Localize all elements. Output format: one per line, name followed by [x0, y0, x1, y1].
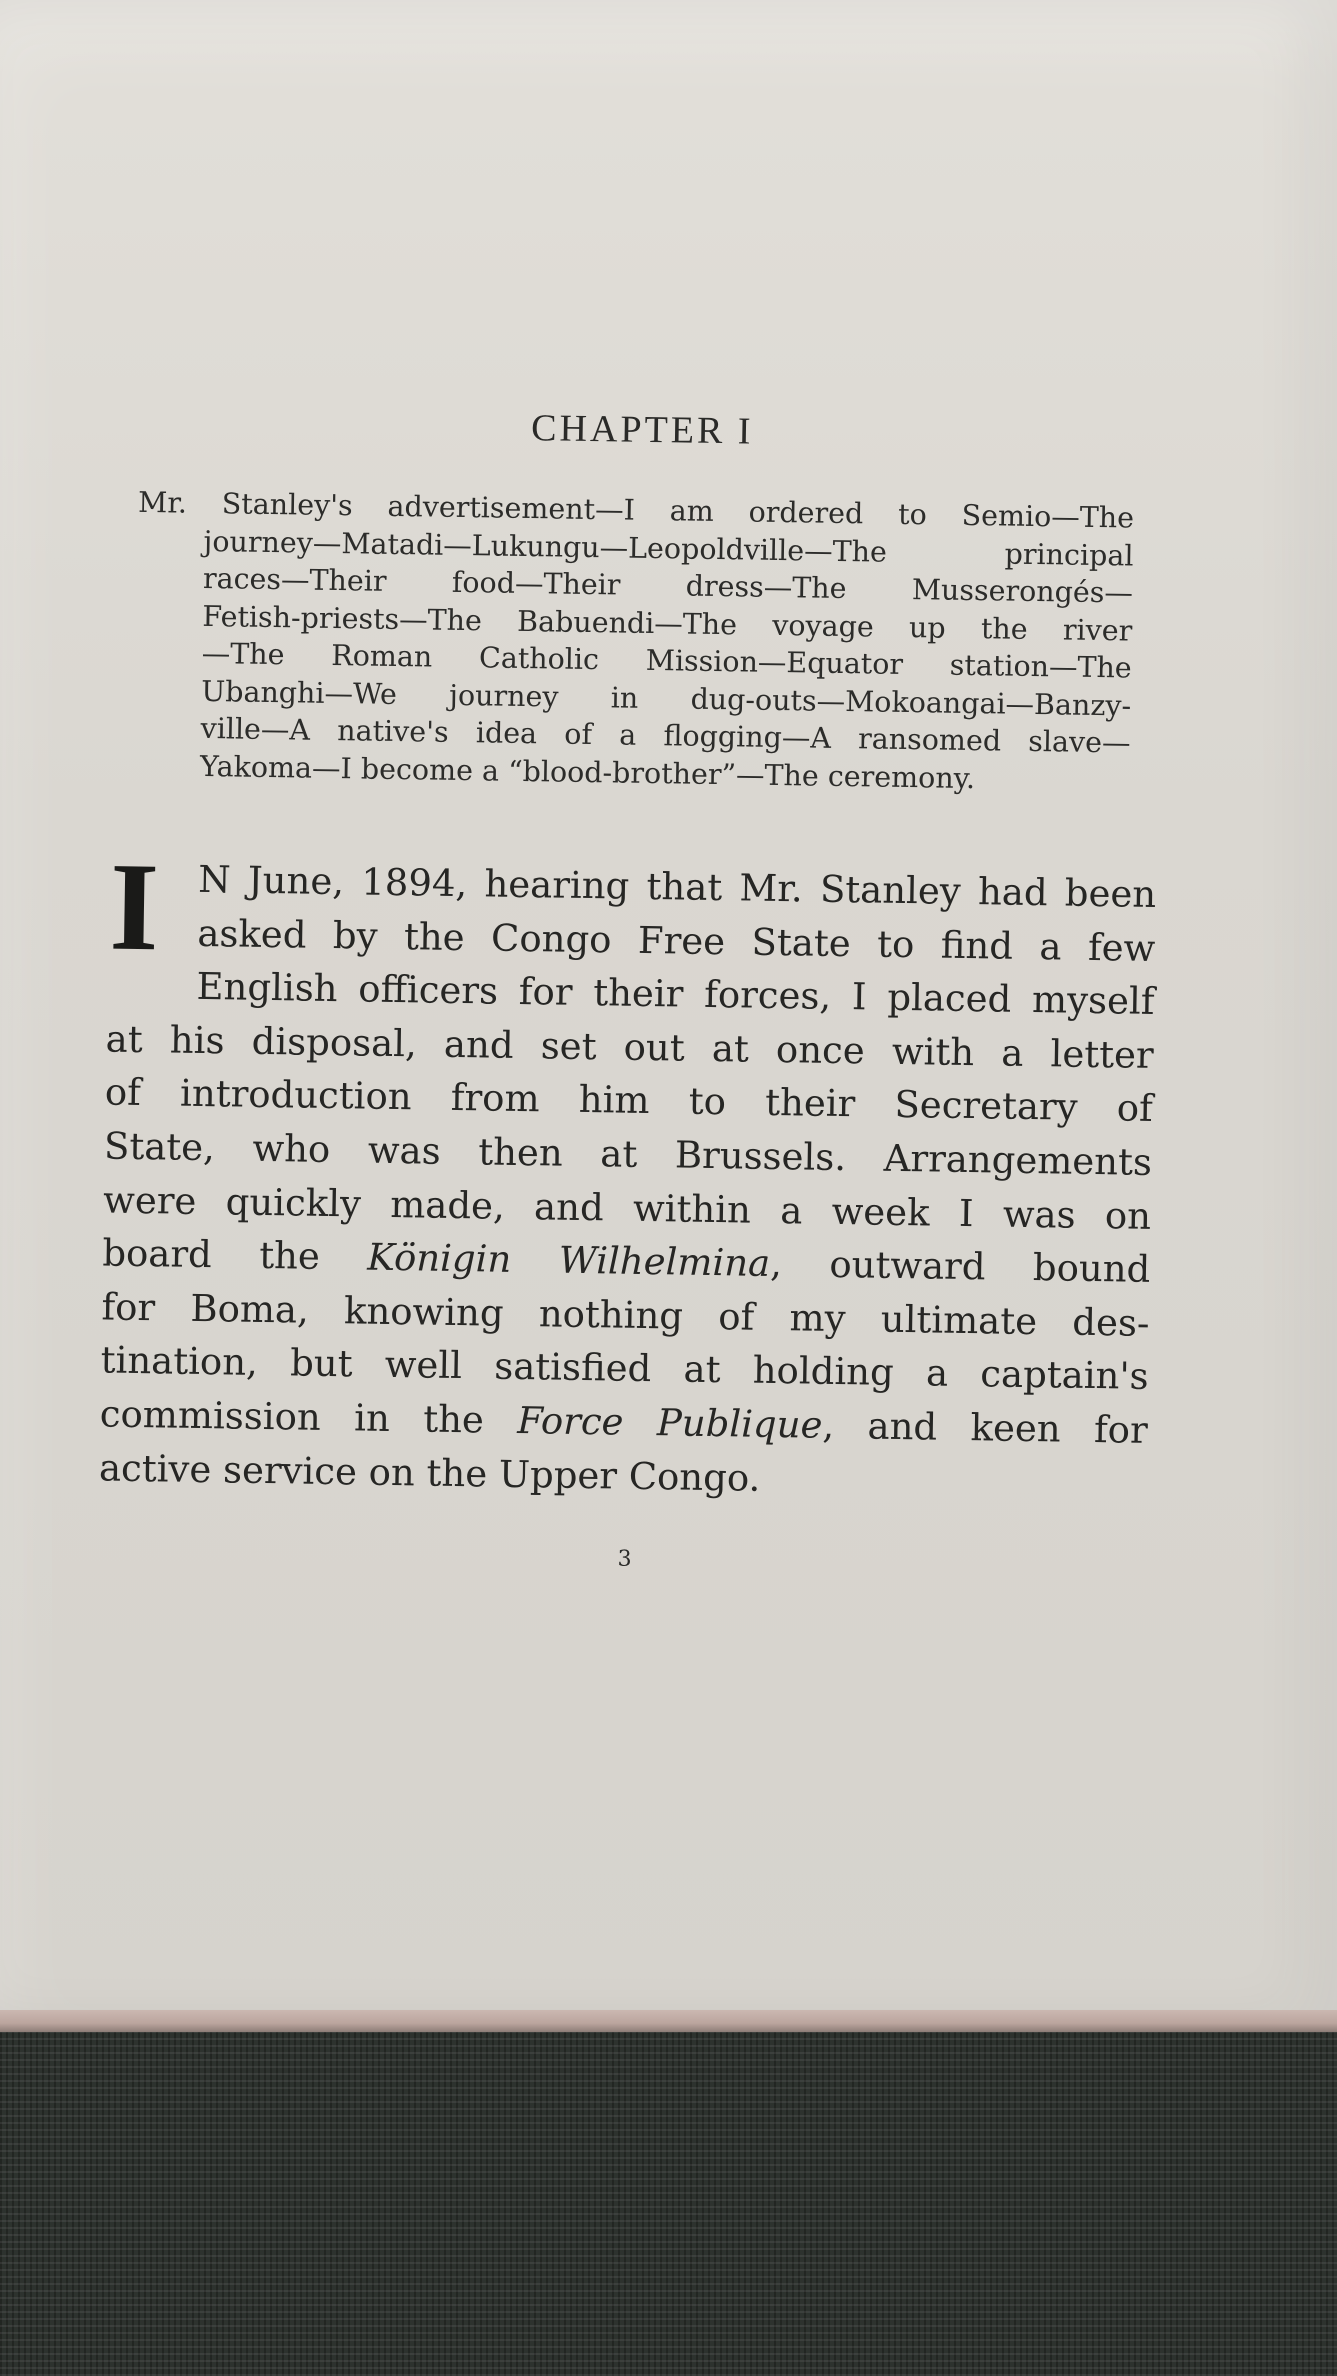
- synopsis-line: races—Their food—Their dress—The Musserongés—: [202, 561, 1134, 610]
- body-line: for Boma, knowing nothing of my ultimate des-: [101, 1285, 1150, 1345]
- synopsis-line: —The Roman Catholic Mission—Equator station—The: [201, 636, 1132, 685]
- body-line: active service on the Upper Congo.: [98, 1445, 761, 1500]
- body-line: at his disposal, and set out at once with a letter: [105, 1017, 1154, 1077]
- body-line-text: , and keen for: [822, 1403, 1149, 1452]
- force-publique-text: Force Publique: [516, 1398, 823, 1447]
- synopsis-line: ville—A native's idea of a flogging—A ransomed slave—: [200, 711, 1131, 760]
- body-line: N June, 1894, hearing that Mr. Stanley had been: [197, 857, 1157, 916]
- body-line: English officers for their forces, I placed myself: [196, 965, 1155, 1024]
- body-line: State, who was then at Brussels. Arrangements: [103, 1124, 1153, 1184]
- drop-cap: I: [108, 837, 160, 978]
- page-number: 3: [617, 1546, 632, 1572]
- body-line-text: commission in the: [99, 1392, 485, 1442]
- body-line: tination, but well satisfied at holding a captain's: [100, 1338, 1149, 1399]
- body-line: asked by the Congo Free State to find a few: [197, 911, 1156, 970]
- ship-name: Königin Wilhelmina: [367, 1235, 771, 1286]
- synopsis-line: Ubanghi—We journey in dug-outs—Mokoangai—Banzy-: [200, 674, 1132, 723]
- chapter-title: CHAPTER I: [530, 407, 754, 453]
- synopsis-line: Yakoma—I become a “blood-brother”—The ceremony.: [199, 749, 976, 795]
- body-line-text: , outward bound: [769, 1242, 1151, 1292]
- body-line: were quickly made, and within a week I was on: [102, 1178, 1152, 1238]
- synopsis-line: journey—Matadi—Lukungu—Leopoldville—The principal: [203, 524, 1134, 573]
- synopsis-line: Mr. Stanley's advertisement—I am ordered to Semio—The: [137, 485, 1135, 535]
- page-edge: [0, 2010, 1337, 2032]
- cloth-background: [0, 2032, 1337, 2376]
- body-paragraph: [99, 851, 1157, 1511]
- chapter-synopsis: [137, 485, 1135, 800]
- body-line-text: board the: [102, 1231, 321, 1279]
- body-line: of introduction from him to their Secretary of: [104, 1070, 1154, 1131]
- synopsis-line: Fetish-priests—The Babuendi—The voyage up the river: [202, 599, 1133, 648]
